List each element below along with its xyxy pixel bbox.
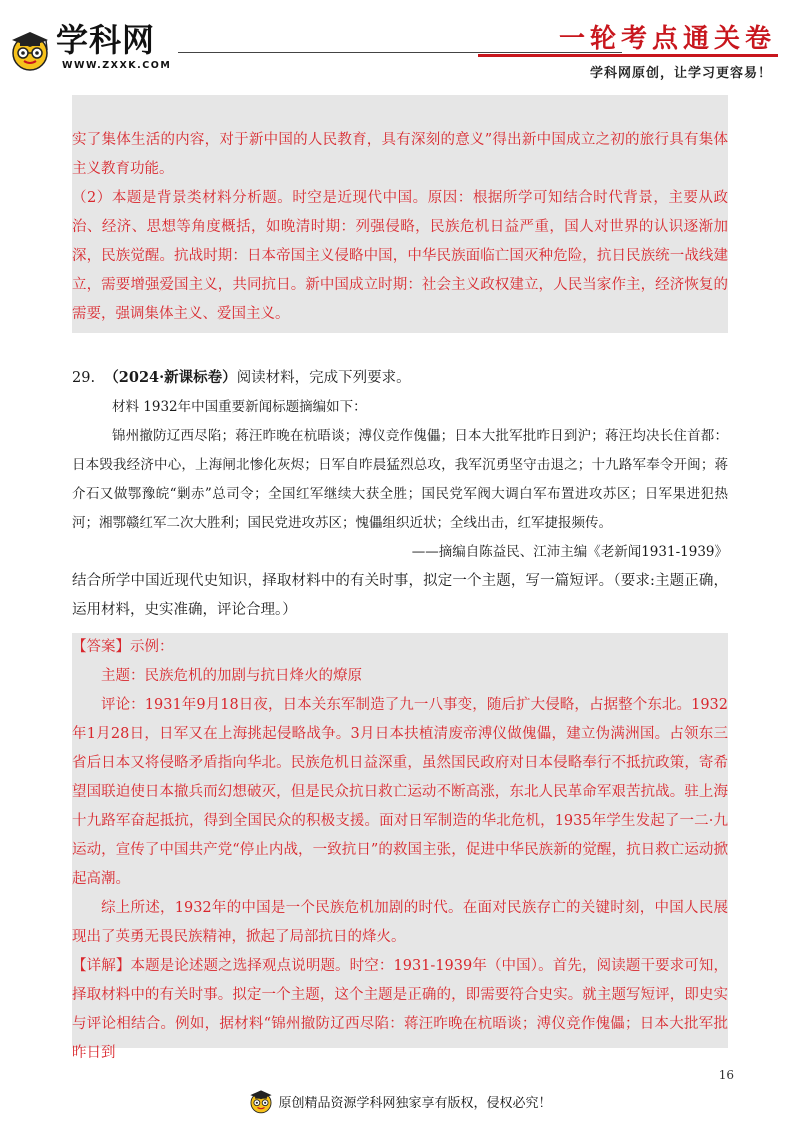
brand-url: WWW.ZXXK.COM — [62, 60, 172, 71]
answer-comment: 评论：1931年9月18日夜，日本关东军制造了九一八事变，随后扩大侵略，占据整个东北。1932年1月28日，日军又在上海挑起侵略战争。3月日本扶植清废帝溥仪做傀儡，建立伪满洲国。占领东三省后日本又将侵略矛盾指向华北。民族危机日益深重，虽然国民政府对日本侵略奉行不抵抗政策，寄希望国联迫使日本撤兵而幻想破灭，但是民众抗日救亡运动不断高涨，东北人民革命军艰苦抗战。驻上海十九路军奋起抵抗，得到全国民众的积极支援。面对日军制造的华北危机，1935年学生发起了一二·九运动，宣传了中国共产党“停止内战，一致抗日”的救国主张，促进中华民族新的觉醒，抗日救亡运动掀起高潮。 — [72, 697, 728, 887]
brand-name: 学科网 — [56, 21, 156, 59]
page-footer — [0, 1088, 800, 1118]
question-prompt: 阅读材料，完成下列要求。 — [236, 370, 411, 386]
explanation-text: 本题是论述题之选择观点说明题。时空：1931-1939年（中国）。首先，阅读题干要求可知，择取材料中的有关时事。拟定一个主题，这个主题是正确的，即需要符合史实。就主题写短评，即史实与评论相结合。例如，据材料“锦州撤防辽西尽陷：蒋汪昨晚在杭晤谈；溥仪竞作傀儡；日本大批军批昨日到 — [72, 958, 729, 1061]
title-underline — [478, 54, 778, 57]
answer-part-2: （2）本题是背景类材料分析题。时空是近现代中国。原因：根据所学可知结合时代背景，主要从政治、经济、思想等角度概括，如晚清时期：列强侵略，民族危机日益严重，国人对世界的认识逐渐加深，民族觉醒。抗战时期：日本帝国主义侵略中国，中华民族面临亡国灭种危险，抗日民族统一战线建立，需要增强爱国主义，共同抗日。新中国成立时期：社会主义政权建立，人民当家作主，经济恢复的需要，强调集体主义、爱国主义。 — [72, 190, 728, 322]
material-body: 锦州撤防辽西尽陷；蒋汪昨晚在杭晤谈；溥仪竞作傀儡；日本大批军批昨日到沪；蒋汪均决长住首都：日本毁我经济中心，上海闸北惨化灰烬；日军自昨晨猛烈总攻，我军沉勇坚守击退之；十九路军奉令开闽；蒋介石又做鄂豫皖“剿赤”总司令；全国红军继续大获全胜；国民党军阀大调白军布置进攻苏区；日军果进犯热河；湘鄂赣红军二次大胜利；国民党进攻苏区；愧儡组织近状；全线出击，红军捷报频传。 — [72, 428, 728, 531]
question-requirement: 结合所学中国近现代史知识，择取材料中的有关时事，拟定一个主题，写一篇短评。（要求:主题正确，运用材料，史实准确，评论合理。） — [72, 573, 728, 618]
answer-continuation — [72, 126, 728, 329]
question-source: （2024·新课标卷） — [104, 369, 237, 386]
page-header — [0, 0, 800, 95]
answer-tag: 【答案】 — [72, 639, 130, 655]
header-divider — [178, 52, 622, 53]
mascot-icon — [8, 28, 52, 72]
material-intro: 材料 1932年中国重要新闻标题摘编如下： — [112, 399, 367, 415]
answer-line-1: 实了集体生活的内容，对于新中国的人民教育，具有深刻的意义”得出新中国成立之初的旅行具有集体主义教育功能。 — [72, 132, 728, 177]
question-number: 29. — [72, 370, 96, 386]
slogan: 学科网原创，让学习更容易！ — [589, 66, 772, 81]
material-source: ——摘编自陈益民、江沛主编《老新闻1931-1939》 — [411, 544, 728, 560]
answer-theme: 主题：民族危机的加剧与抗日烽火的燎原 — [101, 668, 362, 684]
answer-header — [72, 633, 728, 662]
answer-example: 示例： — [130, 639, 174, 655]
explanation — [72, 952, 728, 1068]
page-number: 16 — [718, 1068, 734, 1082]
explanation-tag: 【详解】 — [72, 958, 131, 974]
copyright-notice: 原创精品资源学科网独家享有版权，侵权必究！ — [278, 1095, 552, 1111]
brand-logo[interactable] — [8, 22, 178, 78]
series-title: 一轮考点通关卷 — [558, 24, 776, 54]
question-29 — [72, 363, 728, 625]
mascot-icon — [248, 1088, 274, 1114]
answer-summary: 综上所述，1932年的中国是一个民族危机加剧的时代。在面对民族存亡的关键时刻，中国人民展现出了英勇无畏民族精神，掀起了局部抗日的烽火。 — [72, 900, 728, 945]
question-header — [72, 363, 728, 393]
answer-block — [72, 633, 728, 1068]
